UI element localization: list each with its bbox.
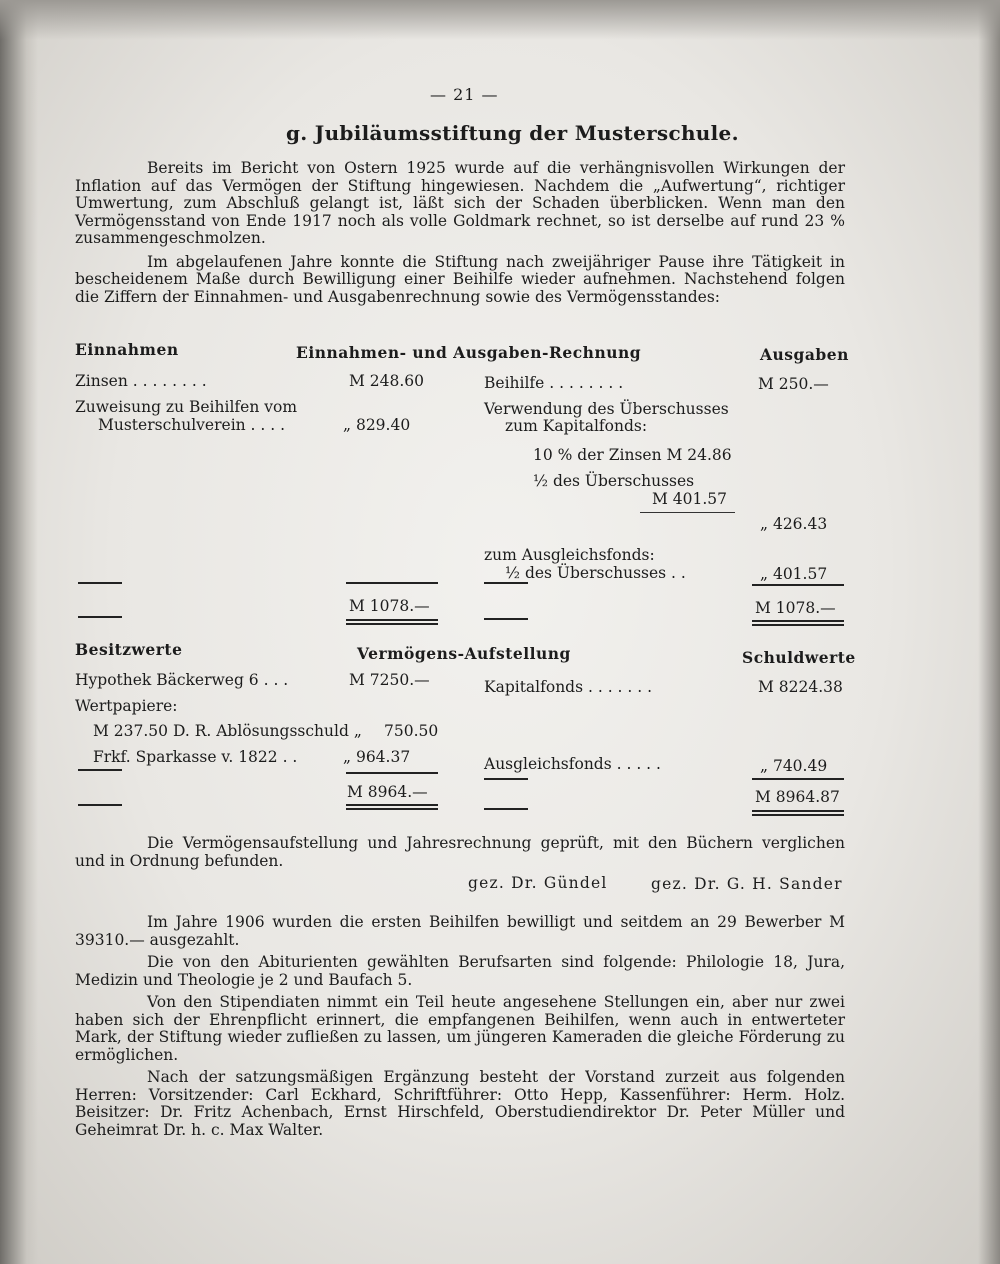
beihilfe-label: Beihilfe . . . . . . . . (484, 374, 624, 392)
intro-text (75, 160, 845, 306)
rule-assets-total-1 (346, 804, 438, 806)
rule-liabilities-sum (752, 778, 844, 780)
rule-liabilities-total-1 (752, 810, 844, 812)
verwendung-label-line1: Verwendung des Überschusses (484, 400, 729, 418)
closing-text (75, 914, 845, 1139)
halb-ueberschuss-label: ½ des Überschusses (533, 472, 695, 490)
ausgleichsfonds-half-label: ½ des Überschusses . . (505, 564, 686, 582)
ausgleichsfonds-transfer-amount: „ 401.57 (760, 565, 828, 583)
rule-income-left-2 (78, 616, 122, 618)
rule-liabilities-left-2 (484, 808, 528, 810)
income-header: Einnahmen (75, 340, 179, 359)
abloesungsschuld-label: M 237.50 D. R. Ablösungsschuld „ (93, 722, 362, 740)
assets-total: M 8964.— (347, 783, 428, 801)
rule-income-total-2 (346, 623, 438, 625)
section-heading: g. Jubiläumsstiftung der Musterschule. (286, 121, 739, 145)
closing-paragraph-4: Nach der satzungsmäßigen Ergänzung besteht der Vorstand zurzeit aus folgenden Herren: Vorsitzender: Carl Eckhard, Schriftführer: Otto Hepp, Kassenführer: Herm. Holz. Beisitzer: Dr. Fritz Achenbach, Ernst Hirschfeld, Oberstudiendirektor Dr. Peter Müller und Geheimrat Dr. h. c. Max Walter. (75, 1068, 845, 1139)
hypothek-label: Hypothek Bäckerweg 6 . . . (75, 671, 289, 689)
liabilities-header: Schuldwerte (742, 648, 856, 667)
liabilities-total: M 8964.87 (755, 788, 840, 806)
intro-paragraph-2: Im abgelaufenen Jahre konnte die Stiftung nach zweijähriger Pause ihre Tätigkeit in bescheidenem Maße durch Bewilligung einer Beihilfe wieder aufnehmen. Nachstehend folgen die Ziffern der Einnahmen- und Ausgabenrechnung sowie des Vermögensstandes: (75, 252, 845, 306)
subtotal-rule (640, 512, 735, 513)
abloesungsschuld-amount: 750.50 (384, 722, 439, 740)
ausgleichsfonds-amount: „ 740.49 (760, 757, 828, 775)
rule-income-total-1 (346, 619, 438, 621)
rule-expense-left-1 (484, 582, 528, 584)
page-shadow-right (978, 0, 1000, 1264)
page-shadow-top (0, 0, 1000, 40)
closing-paragraph-1: Im Jahre 1906 wurden die ersten Beihilfen bewilligt und seitdem an 29 Bewerber M 39310.— ausgezahlt. (75, 913, 845, 949)
halb-ueberschuss-amount: M 401.57 (652, 490, 728, 508)
ausgleichsfonds-label: Ausgleichsfonds . . . . . (484, 755, 661, 773)
rule-expense-sum (752, 584, 844, 586)
rule-assets-sum (346, 772, 438, 774)
zinsen-amount: M 248.60 (349, 372, 425, 390)
hypothek-amount: M 7250.— (349, 671, 430, 689)
expenses-header: Ausgaben (760, 345, 849, 364)
assets-header: Besitzwerte (75, 640, 183, 659)
kapitalfonds-label: Kapitalfonds . . . . . . . (484, 678, 653, 696)
intro-paragraph-1: Bereits im Bericht von Ostern 1925 wurde auf die verhängnisvollen Wirkungen der Inflation auf das Vermögen der Stiftung hingewiesen. Nachdem die „Aufwertung“, richtiger Umwertung, zum Abschluß gelangt ist, läßt sich der Schaden überblicken. Wenn man den Vermögensstand von Ende 1917 noch als volle Goldmark rechnet, so ist derselbe auf rund 23 % zusammengeschmolzen. (75, 159, 845, 247)
kapitalfonds-transfer-amount: „ 426.43 (760, 515, 828, 533)
rule-income-sum (346, 582, 438, 584)
verwendung-label-line2: zum Kapitalfonds: (505, 417, 648, 435)
ausgleichsfonds-transfer-label: zum Ausgleichsfonds: (484, 546, 655, 564)
signature-sander: gez. Dr. G. H. Sander (651, 875, 843, 893)
expense-total: M 1078.— (755, 599, 836, 617)
beihilfe-amount: M 250.— (758, 375, 829, 393)
zehn-prozent-zinsen: 10 % der Zinsen M 24.86 (533, 446, 732, 464)
income-total: M 1078.— (349, 597, 430, 615)
zuweisung-label-line1: Zuweisung zu Beihilfen vom (75, 398, 298, 416)
rule-expense-total-2 (752, 624, 844, 626)
pruefung-text: Die Vermögensaufstellung und Jahresrechnung geprüft, mit den Büchern verglichen und in Ordnung befunden. (75, 834, 845, 870)
page-shadow-left (0, 0, 38, 1264)
balance-title: Vermögens-Aufstellung (357, 644, 571, 663)
rule-income-left-1 (78, 582, 122, 584)
sparkasse-label: Frkf. Sparkasse v. 1822 . . (93, 748, 298, 766)
accounts-title: Einnahmen- und Ausgaben-Rechnung (296, 343, 642, 362)
rule-assets-left-1 (78, 769, 122, 771)
kapitalfonds-amount: M 8224.38 (758, 678, 843, 696)
closing-paragraph-2: Die von den Abiturienten gewählten Berufsarten sind folgende: Philologie 18, Jura, Medizin und Theologie je 2 und Baufach 5. (75, 953, 845, 989)
rule-expense-left-2 (484, 618, 528, 620)
rule-liabilities-left-1 (484, 778, 528, 780)
wertpapiere-label: Wertpapiere: (75, 697, 178, 715)
page-number: — 21 — (430, 85, 499, 104)
rule-assets-left-2 (78, 804, 122, 806)
closing-paragraph-3: Von den Stipendiaten nimmt ein Teil heute angesehene Stellungen ein, aber nur zwei haben sich der Ehrenpflicht erinnert, die empfangenen Beihilfen, wenn auch in entwerteter Mark, der Stiftung wieder zufließen zu lassen, um jüngeren Kameraden die gleiche Förderung zu ermöglichen. (75, 993, 845, 1064)
zuweisung-label-line2: Musterschulverein . . . . (98, 416, 286, 434)
signature-guendel: gez. Dr. Gündel (468, 874, 608, 892)
pruefung-paragraph (75, 835, 845, 870)
rule-liabilities-total-2 (752, 814, 844, 816)
rule-expense-total-1 (752, 620, 844, 622)
sparkasse-amount: „ 964.37 (343, 748, 411, 766)
zinsen-label: Zinsen . . . . . . . . (75, 372, 207, 390)
rule-assets-total-2 (346, 808, 438, 810)
zuweisung-amount: „ 829.40 (343, 416, 411, 434)
